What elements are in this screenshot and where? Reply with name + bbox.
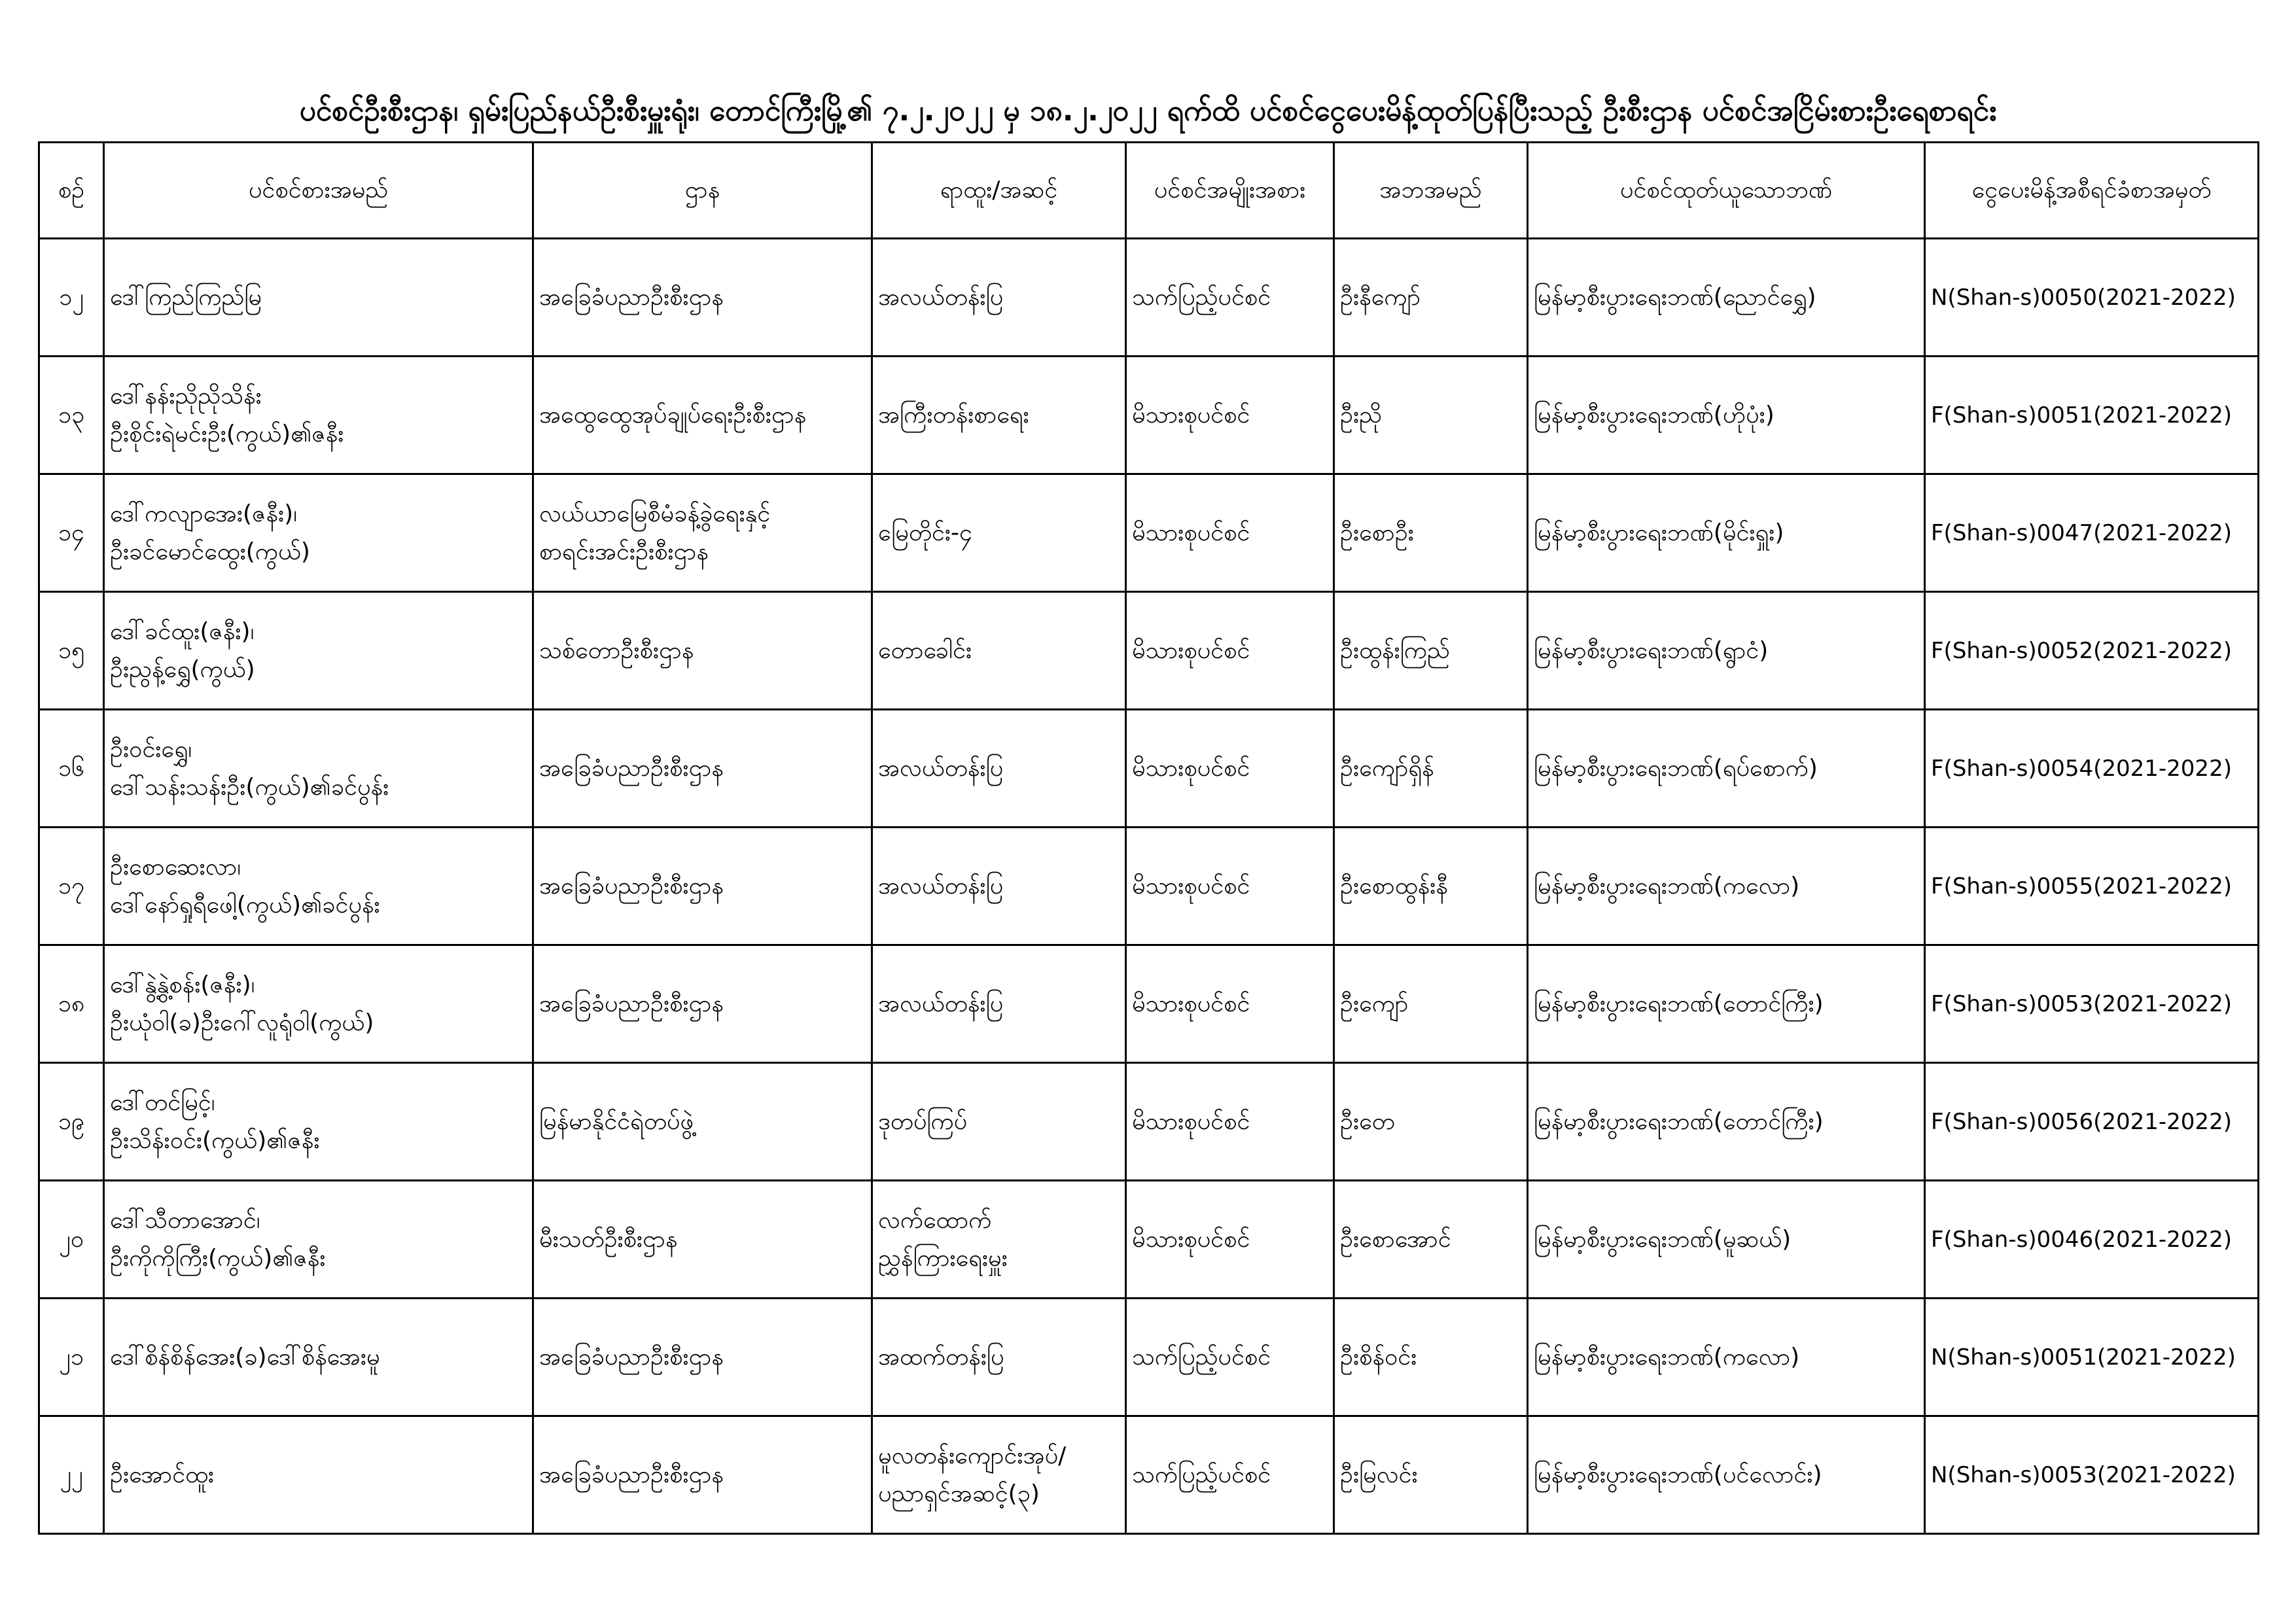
pensioner-name-cell [104,239,533,357]
table-row [39,239,2259,357]
table-row [39,592,2259,710]
position-cell [872,945,1126,1063]
pensioner-name-cell [104,357,533,474]
table-row [39,474,2259,592]
col-header-father-name: အဘအမည် [1334,143,1528,239]
report-number-cell: F(Shan-s)0056(2021-2022) [1925,1063,2259,1181]
father-name-cell: ဦးစောအောင် [1334,1181,1528,1299]
department-cell [533,474,872,592]
bank-cell: မြန်မာ့စီးပွားရေးဘဏ်(မူဆယ်) [1528,1181,1925,1299]
pensioner-name-cell [104,945,533,1063]
table-row [39,1063,2259,1181]
pension-type-cell: မိသားစုပင်စင် [1126,828,1334,945]
pensioner-name-cell-line: ဦးခင်မောင်ထွေး(ကွယ်) [110,538,310,565]
department-cell-line: အထွေထွေအုပ်ချုပ်ရေးဦးစီးဌာန [539,401,807,428]
department-cell-line: စာရင်းအင်းဦးစီးဌာန [539,538,709,565]
father-name-cell: ဦးနီကျော် [1334,239,1528,357]
pension-type-cell: မိသားစုပင်စင် [1126,710,1334,828]
position-cell [872,474,1126,592]
position-cell-line: အလယ်တန်းပြ [878,872,1004,899]
position-cell-line: အထက်တန်းပြ [878,1343,1004,1370]
department-cell [533,592,872,710]
pension-type-cell: မိသားစုပင်စင် [1126,357,1334,474]
pensioner-name-cell-line: ဒေါ်ကလျာအေး(ဇနီး)၊ [110,500,297,527]
pension-table [38,141,2259,1535]
position-cell-line: ဒုတပ်ကြပ် [878,1108,968,1135]
bank-cell: မြန်မာ့စီးပွားရေးဘဏ်(ညောင်ရွှေ) [1528,239,1925,357]
report-number-cell: N(Shan-s)0050(2021-2022) [1925,239,2259,357]
father-name-cell: ဦးညို [1334,357,1528,474]
department-cell-line: အခြေခံပညာဦးစီးဌာန [539,754,724,782]
pensioner-name-cell-line: ဦးအောင်ထူး [110,1461,215,1488]
department-cell-line: မြန်မာနိုင်ငံရဲတပ်ဖွဲ့ [539,1108,694,1135]
position-cell [872,592,1126,710]
father-name-cell: ဦးစောဦး [1334,474,1528,592]
position-cell [872,1181,1126,1299]
department-cell [533,1416,872,1534]
department-cell [533,357,872,474]
pensioner-name-cell [104,828,533,945]
department-cell-line: လယ်ယာမြေစီမံခန့်ခွဲရေးနှင့် [539,500,771,527]
pension-type-cell: သက်ပြည့်ပင်စင် [1126,239,1334,357]
position-cell [872,1063,1126,1181]
pensioner-name-cell [104,710,533,828]
position-cell-line: ညွှန်ကြားရေးမှူး [878,1244,1008,1272]
col-header-position: ရာထူး/အဆင့် [872,143,1126,239]
pensioner-name-cell-line: ဒေါ်ခင်ထူး(ဇနီး)၊ [110,618,255,645]
pension-type-cell: မိသားစုပင်စင် [1126,1181,1334,1299]
department-cell [533,828,872,945]
pensioner-name-cell [104,1181,533,1299]
pension-type-cell: မိသားစုပင်စင် [1126,592,1334,710]
pensioner-name-cell [104,474,533,592]
page-title: ပင်စင်ဦးစီးဌာန၊ ရှမ်းပြည်နယ်ဦးစီးမှူးရုံး၊ တောင်ကြီးမြို့၏ ၇.၂.၂၀၂၂ မှ ၁၈.၂.၂၀၂၂ ရက်ထိ ပင်စင်ငွေပေးမိန့်ထုတ်ပြန်ပြီးသည့် ဦးစီးဌာန ပင်စင်အငြိမ်းစားဦးရေစာရင်း [299,94,1997,128]
report-number-cell: F(Shan-s)0053(2021-2022) [1925,945,2259,1063]
department-cell-line: အခြေခံပညာဦးစီးဌာန [539,1343,724,1370]
report-number-cell: F(Shan-s)0055(2021-2022) [1925,828,2259,945]
pensioner-name-cell-line: ဦးသိန်းဝင်း(ကွယ်)၏ဇနီး [110,1126,320,1154]
col-header-pension-type: ပင်စင်အမျိုးအစား [1126,143,1334,239]
pensioner-name-cell-line: ဦးဝင်းရွှေ၊ [110,735,192,763]
father-name-cell: ဦးတေ [1334,1063,1528,1181]
department-cell [533,710,872,828]
report-number-cell: F(Shan-s)0052(2021-2022) [1925,592,2259,710]
pension-type-cell: မိသားစုပင်စင် [1126,1063,1334,1181]
position-cell [872,828,1126,945]
bank-cell: မြန်မာ့စီးပွားရေးဘဏ်(ကလော) [1528,828,1925,945]
bank-cell: မြန်မာ့စီးပွားရေးဘဏ်(ပင်လောင်း) [1528,1416,1925,1534]
table-row [39,945,2259,1063]
pensioner-name-cell-line: ဦးစိုင်းရဲမင်းဦး(ကွယ်)၏ဇနီး [110,420,344,447]
col-header-serial: စဉ် [39,143,104,239]
col-header-report-number: ငွေပေးမိန့်အစီရင်ခံစာအမှတ် [1925,143,2259,239]
position-cell-line: အလယ်တန်းပြ [878,990,1004,1017]
serial-number-cell: ၂၂ [39,1416,104,1534]
position-cell [872,239,1126,357]
pensioner-name-cell [104,1063,533,1181]
pension-type-cell: မိသားစုပင်စင် [1126,945,1334,1063]
pensioner-name-cell-line: ဒေါ်နန်းညိုညိုသိန်း [110,382,262,410]
pension-type-cell: သက်ပြည့်ပင်စင် [1126,1416,1334,1534]
department-cell-line: အခြေခံပညာဦးစီးဌာန [539,1461,724,1488]
col-header-bank: ပင်စင်ထုတ်ယူသောဘဏ် [1528,143,1925,239]
serial-number-cell: ၁၆ [39,710,104,828]
position-cell-line: တောခေါင်း [878,637,972,664]
bank-cell: မြန်မာ့စီးပွားရေးဘဏ်(တောင်ကြီး) [1528,1063,1925,1181]
bank-cell: မြန်မာ့စီးပွားရေးဘဏ်(တောင်ကြီး) [1528,945,1925,1063]
bank-cell: မြန်မာ့စီးပွားရေးဘဏ်(ရွာငံ) [1528,592,1925,710]
table-body [39,239,2259,1534]
report-number-cell: F(Shan-s)0054(2021-2022) [1925,710,2259,828]
bank-cell: မြန်မာ့စီးပွားရေးဘဏ်(ကလော) [1528,1299,1925,1416]
serial-number-cell: ၂၁ [39,1299,104,1416]
pensioner-name-cell-line: ဒေါ်သန်းသန်းဦး(ကွယ်)၏ခင်ပွန်း [110,773,389,801]
table-row [39,1416,2259,1534]
pensioner-name-cell-line: ဒေါ်နွဲ့နွဲ့စန်း(ဇနီး)၊ [110,971,255,998]
header-row [39,143,2259,239]
department-cell [533,239,872,357]
pensioner-name-cell-line: ဒေါ်စိန်စိန်အေး(ခ)ဒေါ်စိန်အေးမူ [110,1343,380,1370]
serial-number-cell: ၁၇ [39,828,104,945]
department-cell-line: မီးသတ်ဦးစီးဌာန [539,1225,678,1253]
pensioner-name-cell-line: ဒေါ်ကြည်ကြည်မြ [110,283,262,311]
table-row [39,1299,2259,1416]
serial-number-cell: ၁၉ [39,1063,104,1181]
pension-type-cell: မိသားစုပင်စင် [1126,474,1334,592]
department-cell-line: အခြေခံပညာဦးစီးဌာန [539,990,724,1017]
report-number-cell: F(Shan-s)0046(2021-2022) [1925,1181,2259,1299]
department-cell [533,1063,872,1181]
department-cell-line: အခြေခံပညာဦးစီးဌာန [539,283,724,311]
position-cell-line: အကြီးတန်းစာရေး [878,401,1029,428]
father-name-cell: ဦးမြလင်း [1334,1416,1528,1534]
col-header-pensioner-name: ပင်စင်စားအမည် [104,143,533,239]
father-name-cell: ဦးကျော် [1334,945,1528,1063]
father-name-cell: ဦးစိန်ဝင်း [1334,1299,1528,1416]
pensioner-name-cell-line: ဒေါ်တင်မြင့်၊ [110,1089,215,1116]
position-cell [872,1416,1126,1534]
position-cell-line: အလယ်တန်းပြ [878,754,1004,782]
table-row [39,710,2259,828]
report-number-cell: F(Shan-s)0051(2021-2022) [1925,357,2259,474]
position-cell-line: ပညာရှင်အဆင့်(၃) [878,1480,1040,1507]
department-cell [533,1181,872,1299]
father-name-cell: ဦးကျော်ရှိန် [1334,710,1528,828]
pensioner-name-cell-line: ဒေါ်သီတာအောင်၊ [110,1206,260,1234]
serial-number-cell: ၁၅ [39,592,104,710]
pensioner-name-cell-line: ဦးစောဆေးလာ၊ [110,853,241,881]
pension-type-cell: သက်ပြည့်ပင်စင် [1126,1299,1334,1416]
serial-number-cell: ၁၃ [39,357,104,474]
pensioner-name-cell-line: ဦးကိုကိုကြီး(ကွယ်)၏ဇနီး [110,1244,326,1272]
position-cell [872,1299,1126,1416]
report-number-cell: N(Shan-s)0051(2021-2022) [1925,1299,2259,1416]
bank-cell: မြန်မာ့စီးပွားရေးဘဏ်(ဟိုပုံး) [1528,357,1925,474]
pensioner-name-cell-line: ဦးညွန့်ရွှေ(ကွယ်) [110,655,255,683]
position-cell-line: မူလတန်းကျောင်းအုပ်/ [878,1442,1067,1469]
pensioner-name-cell-line: ဒေါ်နော်ရှုရီဖေါ့(ကွယ်)၏ခင်ပွန်း [110,891,380,918]
table-row [39,1181,2259,1299]
pensioner-name-cell [104,592,533,710]
serial-number-cell: ၁၈ [39,945,104,1063]
serial-number-cell: ၂၀ [39,1181,104,1299]
position-cell [872,357,1126,474]
serial-number-cell: ၁၂ [39,239,104,357]
father-name-cell: ဦးထွန်းကြည် [1334,592,1528,710]
father-name-cell: ဦးစောထွန်းနီ [1334,828,1528,945]
pensioner-name-cell [104,1299,533,1416]
pensioner-name-cell-line: ဦးယုံဝါ(ခ)ဦးဂေါ်လူရုံဝါ(ကွယ်) [110,1009,374,1036]
position-cell [872,710,1126,828]
table-row [39,828,2259,945]
col-header-department: ဌာန [533,143,872,239]
pensioner-name-cell [104,1416,533,1534]
report-number-cell: N(Shan-s)0053(2021-2022) [1925,1416,2259,1534]
department-cell [533,945,872,1063]
bank-cell: မြန်မာ့စီးပွားရေးဘဏ်(ရပ်စောက်) [1528,710,1925,828]
position-cell-line: လက်ထောက် [878,1206,992,1234]
bank-cell: မြန်မာ့စီးပွားရေးဘဏ်(မိုင်းရှူး) [1528,474,1925,592]
serial-number-cell: ၁၄ [39,474,104,592]
department-cell [533,1299,872,1416]
position-cell-line: မြေတိုင်း-၄ [878,519,973,546]
position-cell-line: အလယ်တန်းပြ [878,283,1004,311]
department-cell-line: အခြေခံပညာဦးစီးဌာန [539,872,724,899]
report-number-cell: F(Shan-s)0047(2021-2022) [1925,474,2259,592]
department-cell-line: သစ်တောဦးစီးဌာန [539,637,694,664]
table-row [39,357,2259,474]
